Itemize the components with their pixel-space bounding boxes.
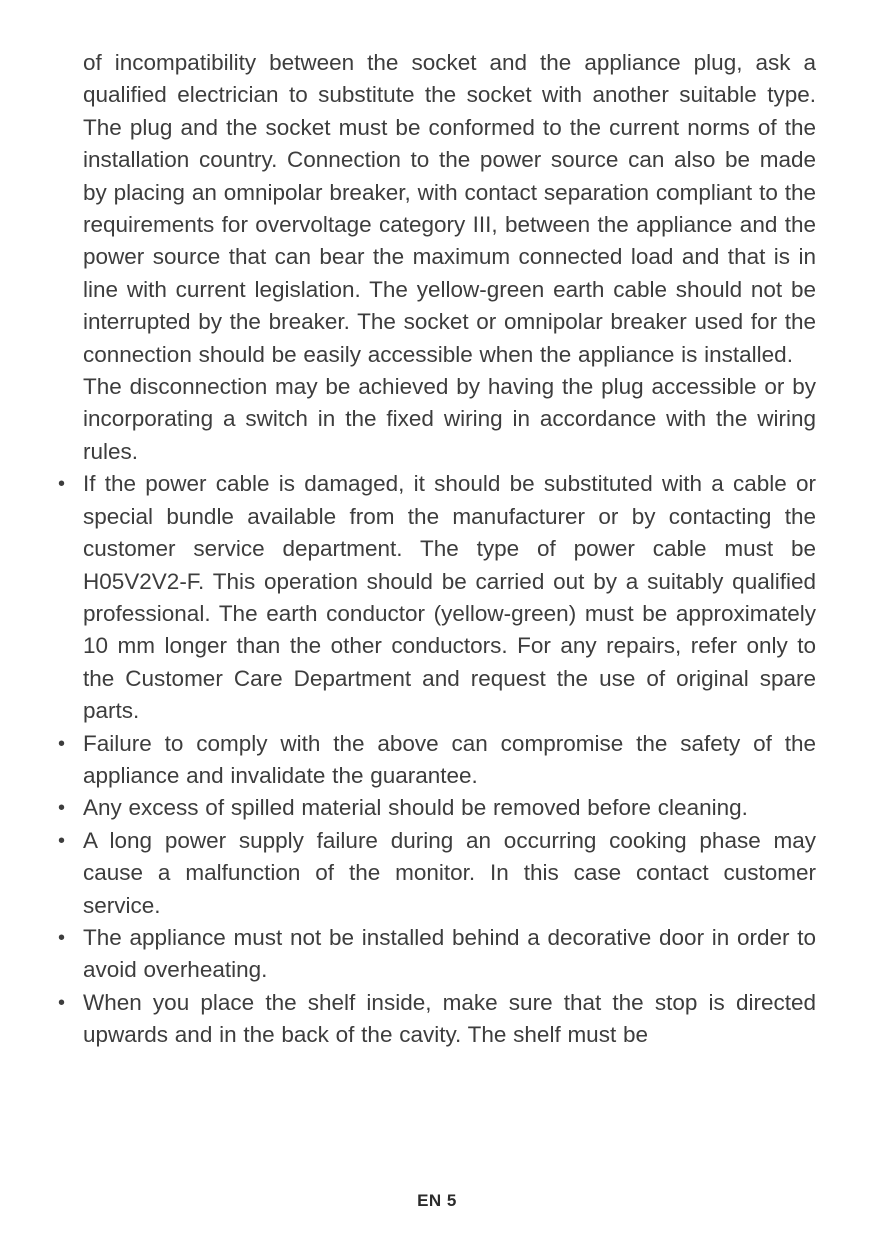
list-item-text: If the power cable is damaged, it should be substituted with a cable or special bundle available from the manufacturer or by contacting the customer service department. The type of power cable must be H05V2V2-F. This operation should be carried out by a suitably qualified professional. The earth conductor (yellow-green) must be approximately 10 mm longer than the other conductors. For any repairs, refer only to the Customer Care Department and request the use of original spare parts. bbox=[83, 471, 816, 724]
bullet-icon: • bbox=[58, 991, 66, 1014]
list-item-text: The appliance must not be installed behind a decorative door in order to avoid overheating. bbox=[83, 924, 816, 983]
bullet-icon: • bbox=[58, 732, 66, 755]
list-item bbox=[58, 922, 816, 987]
bullet-icon: • bbox=[58, 926, 66, 949]
list-item bbox=[58, 792, 816, 824]
list-item bbox=[58, 825, 816, 922]
page-content bbox=[58, 47, 816, 1052]
body-paragraph: The disconnection may be achieved by having the plug accessible or by incorporating a switch in the fixed wiring in accordance with the wiring rules. bbox=[83, 374, 816, 464]
list-item-text: A long power supply failure during an occurring cooking phase may cause a malfunction of the monitor. In this case contact customer service. bbox=[83, 827, 816, 918]
body-paragraph: of incompatibility between the socket and the appliance plug, ask a qualified electrician to substitute the socket with another suitable type. The plug and the socket must be conformed to the current norms of the installation country. Connection to the power source can also be made by placing an omnipolar breaker, with contact separation compliant to the requirements for overvoltage category III, between the appliance and the power source that can bear the maximum connected load and that is in line with current legislation. The yellow-green earth cable should not be interrupted by the breaker. The socket or omnipolar breaker used for the connection should be easily accessible when the appliance is installed. bbox=[83, 50, 816, 367]
list-item bbox=[58, 987, 816, 1052]
list-item-text: Failure to comply with the above can compromise the safety of the appliance and invalidate the guarantee. bbox=[83, 730, 816, 788]
bullet-icon: • bbox=[58, 473, 66, 496]
page-footer: EN 5 bbox=[417, 1191, 457, 1210]
bullet-icon: • bbox=[58, 797, 66, 820]
list-item bbox=[58, 468, 816, 727]
list-item-text: Any excess of spilled material should be removed before cleaning. bbox=[83, 795, 748, 821]
list-item bbox=[58, 728, 816, 793]
list-item-text: When you place the shelf inside, make sure that the stop is directed upwards and in the back of the cavity. The shelf must be bbox=[83, 989, 816, 1048]
bullet-icon: • bbox=[58, 829, 66, 852]
